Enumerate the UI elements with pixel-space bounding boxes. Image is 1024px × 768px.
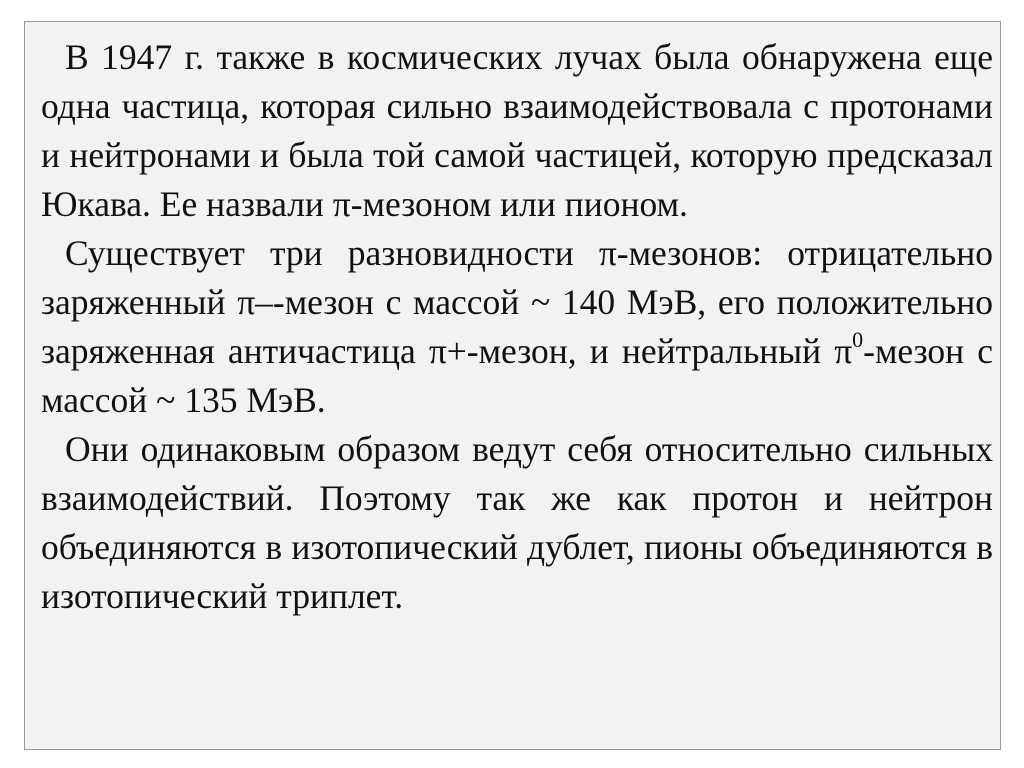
paragraph-1 — [41, 33, 993, 229]
paragraph-1-text: В 1947 г. также в космических лучах была обнаружена еще одна частица, которая сильно взаимодействовала с протонами и нейтронами и была той самой частицей, которую предсказал Юкава. Ее назвали π-мезоном или пионом. — [41, 37, 993, 224]
slide-frame — [24, 21, 1001, 750]
body-text — [41, 33, 993, 621]
pi-zero-superscript: 0 — [852, 327, 864, 353]
paragraph-2-text-a: Существует три разновидности π-мезонов: отрицательно заряженный π–-мезон с массой ~ 140 МэВ, его положительно заряженная античастица π+-мезон, и нейтральный π — [41, 233, 993, 371]
paragraph-2-text-b: -мезон с массой ~ 135 МэВ. — [41, 331, 994, 420]
paragraph-3-text: Они одинаковым образом ведут себя относительно сильных взаимодействий. Поэтому так же как протон и нейтрон объединяются в изотопический дублет, пионы объединяются в изотопический триплет. — [41, 429, 993, 616]
paragraph-3 — [41, 425, 993, 621]
paragraph-2 — [41, 229, 993, 425]
